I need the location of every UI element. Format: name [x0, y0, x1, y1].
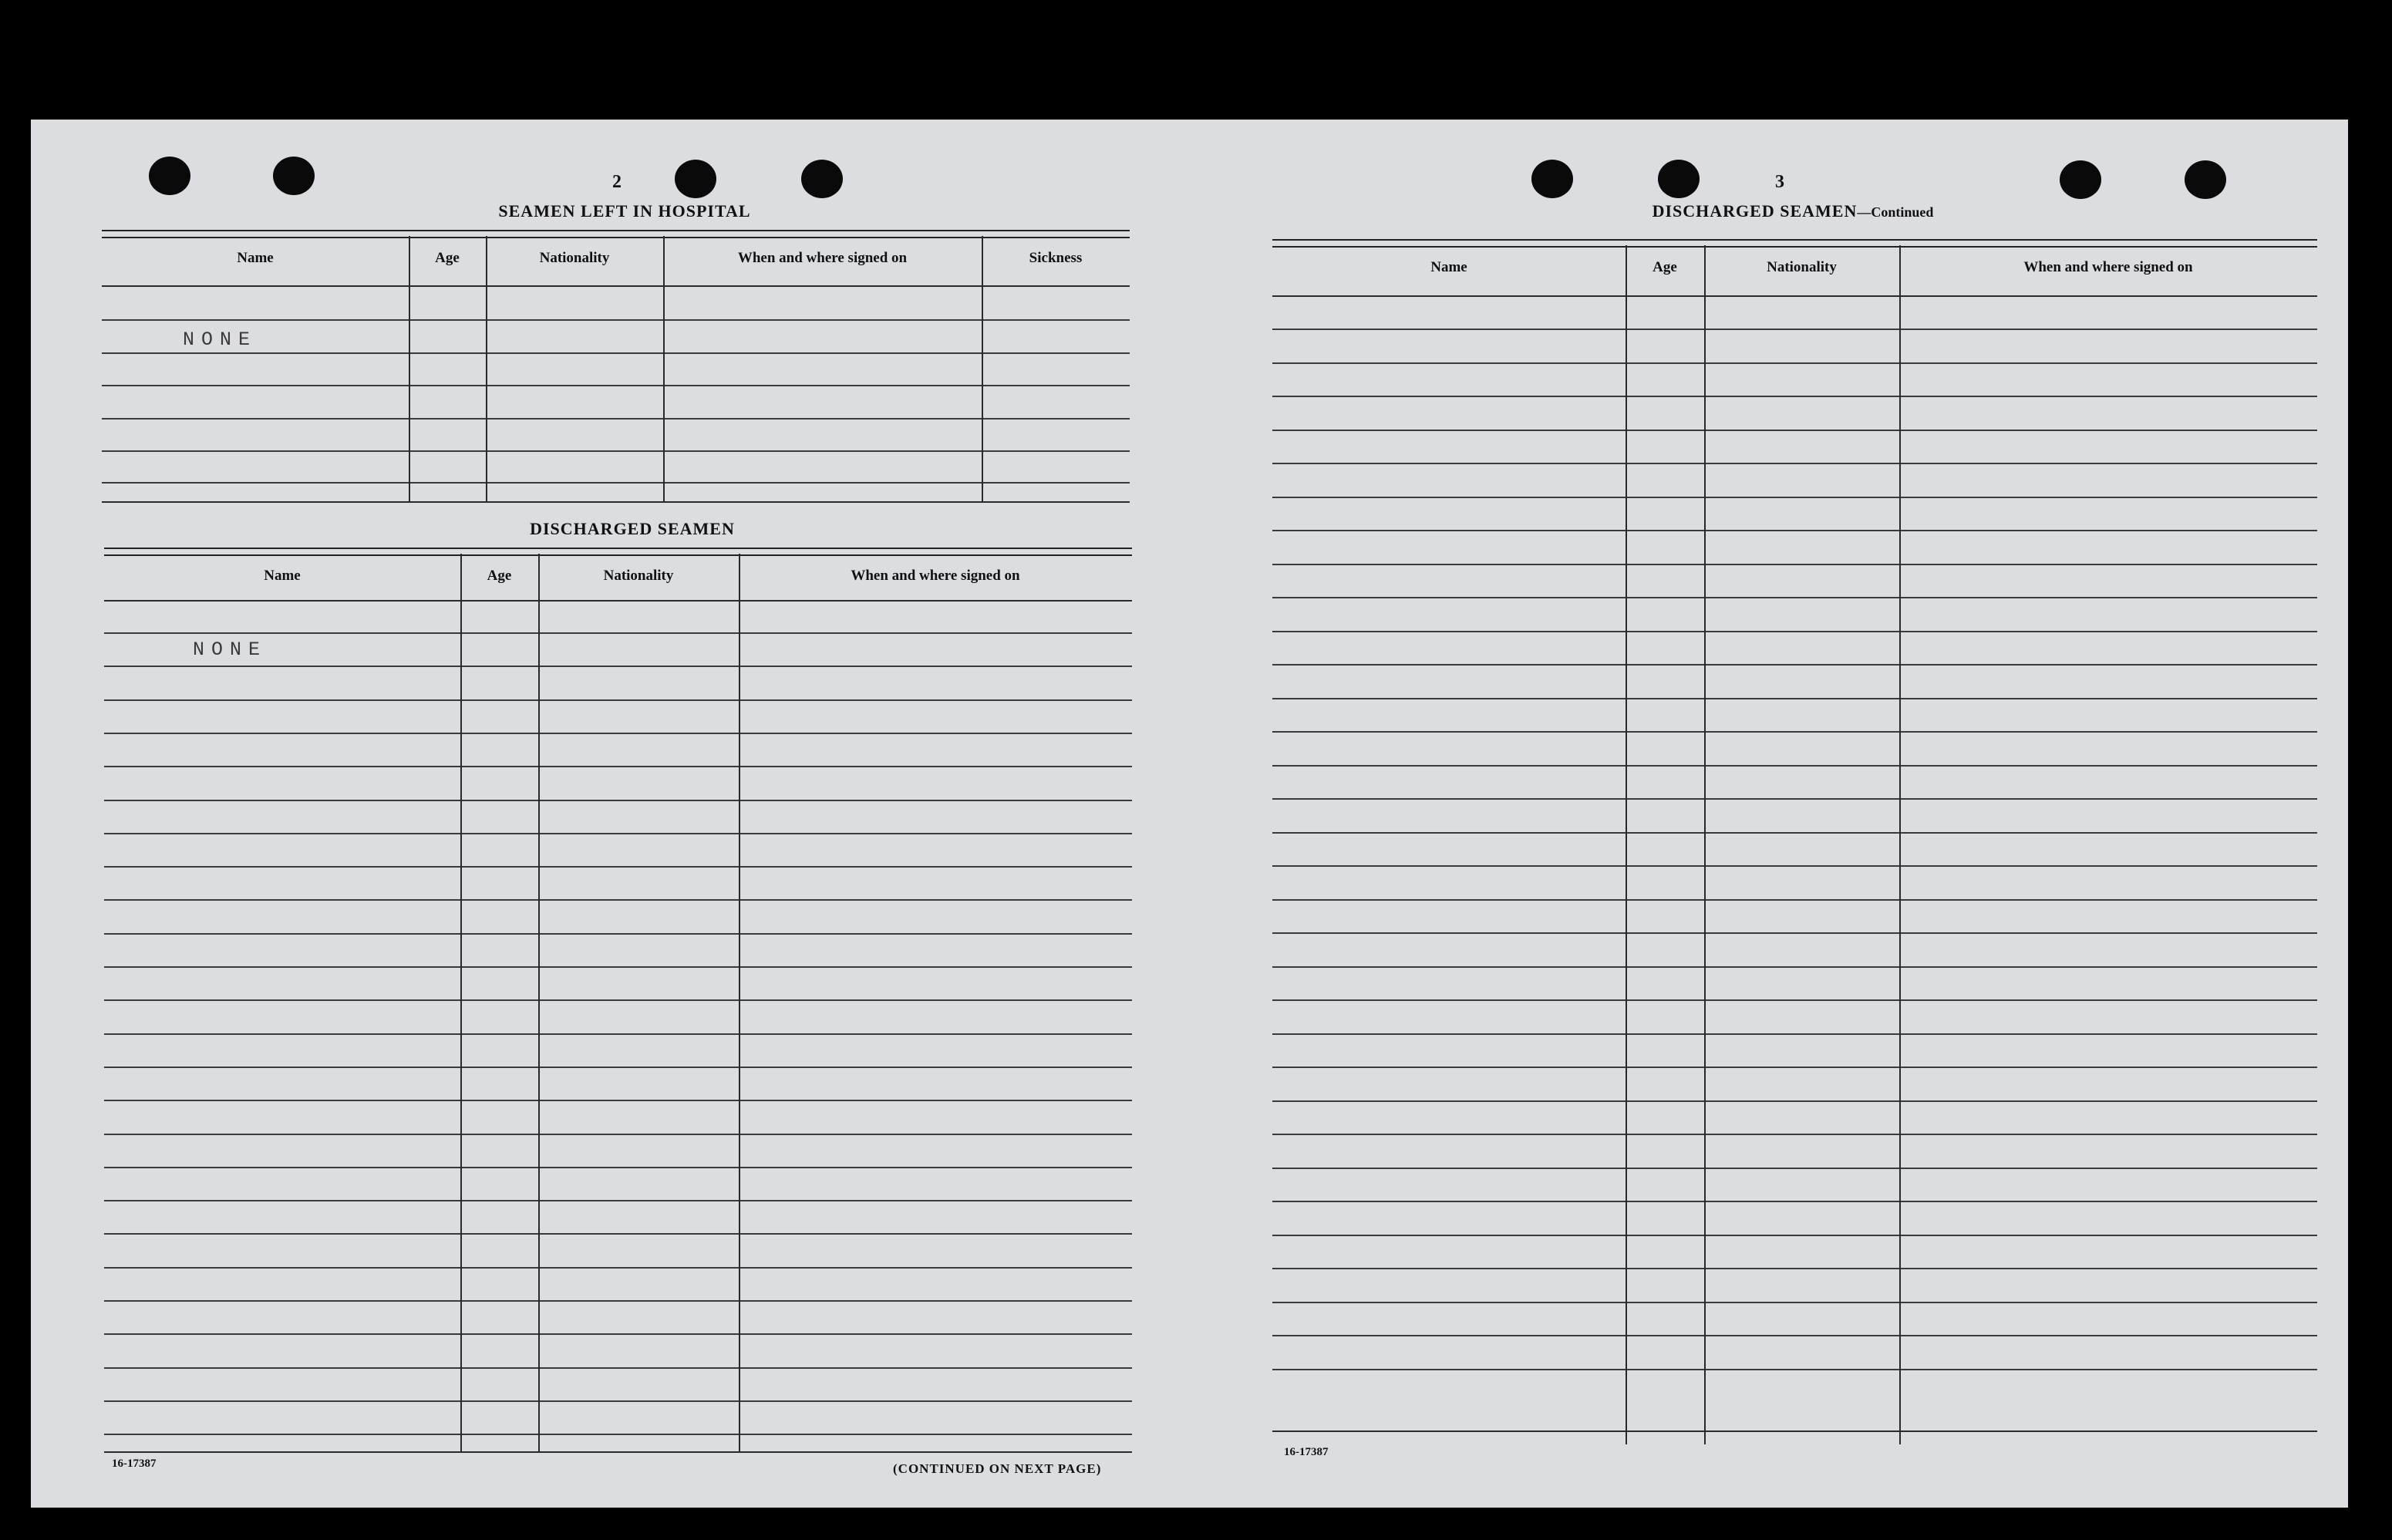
- bottom-rule: [104, 1451, 1132, 1453]
- bottom-rule: [102, 501, 1130, 503]
- left-form-number: 16-17387: [112, 1457, 157, 1470]
- table-row: [1272, 798, 2317, 800]
- bottom-rule: [1272, 1430, 2317, 1432]
- table-row: [104, 866, 1132, 868]
- right-discharged-table: [1272, 239, 2317, 1450]
- table-row: [1272, 430, 2317, 431]
- table-row: [104, 999, 1132, 1001]
- table-row: [1272, 1201, 2317, 1202]
- discharged-section-title: DISCHARGED SEAMEN: [530, 519, 735, 538]
- column-divider: [460, 554, 462, 1452]
- table-row: [1272, 966, 2317, 968]
- table-row: [1272, 1235, 2317, 1236]
- column-header-age: Age: [487, 568, 512, 584]
- scanned-sheet: [31, 120, 2348, 1508]
- table-row: [1272, 765, 2317, 767]
- table-row: [104, 899, 1132, 901]
- table-row: [102, 450, 1130, 452]
- table-row: [1272, 1302, 2317, 1303]
- table-row: [1272, 698, 2317, 699]
- column-header-signed-on: When and where signed on: [737, 250, 908, 266]
- table-row: [104, 1400, 1132, 1402]
- table-row: [1272, 597, 2317, 598]
- table-row: [1272, 530, 2317, 531]
- header-rule: [104, 600, 1132, 602]
- table-row: [1272, 329, 2317, 330]
- table-row: [1272, 1335, 2317, 1336]
- table-row: [104, 766, 1132, 767]
- table-row: [104, 632, 1132, 634]
- column-header-age: Age: [435, 250, 460, 266]
- punch-hole: [149, 157, 190, 195]
- left-page-number: 2: [612, 172, 622, 192]
- column-divider: [409, 236, 410, 502]
- column-header-signed-on: When and where signed on: [2023, 259, 2193, 275]
- header-rule: [102, 285, 1130, 287]
- header-rule: [1272, 295, 2317, 297]
- table-row: [1272, 564, 2317, 565]
- punch-hole: [801, 160, 843, 198]
- table-row: [104, 966, 1132, 968]
- column-divider: [1899, 245, 1901, 1444]
- table-row: [102, 418, 1130, 420]
- hospital-section-title: SEAMEN LEFT IN HOSPITAL: [498, 201, 751, 221]
- table-row: [1272, 832, 2317, 834]
- column-divider: [982, 236, 983, 502]
- table-row: [1272, 1168, 2317, 1169]
- table-row: [104, 1300, 1132, 1302]
- table-row: [1272, 1067, 2317, 1068]
- table-row: [104, 1200, 1132, 1201]
- table-row: [104, 1233, 1132, 1235]
- table-row: [104, 1333, 1132, 1335]
- right-section-title: [1588, 201, 1997, 221]
- punch-hole: [1531, 160, 1573, 198]
- table-row: [1272, 463, 2317, 464]
- table-row: [102, 319, 1130, 321]
- column-header-nationality: Nationality: [1767, 259, 1837, 275]
- table-row: [102, 482, 1130, 484]
- table-row: [104, 1134, 1132, 1135]
- punch-hole: [675, 160, 716, 198]
- table-row: [102, 352, 1130, 354]
- column-header-age: Age: [1653, 259, 1677, 275]
- column-divider: [1704, 245, 1706, 1444]
- table-row: [104, 1100, 1132, 1101]
- column-header-nationality: Nationality: [539, 250, 610, 266]
- table-row: [104, 1434, 1132, 1435]
- column-divider: [663, 236, 665, 502]
- table-row: [102, 385, 1130, 386]
- discharged-table-header: [104, 554, 1132, 600]
- table-row: [104, 1033, 1132, 1035]
- hospital-table: [102, 230, 1130, 504]
- right-title-main: DISCHARGED SEAMEN: [1652, 201, 1858, 221]
- table-row: [1272, 731, 2317, 733]
- right-title-continued: —Continued: [1857, 204, 1934, 220]
- table-row: [1272, 865, 2317, 867]
- discharged-typed-entry: NONE: [193, 639, 268, 661]
- column-divider: [1626, 245, 1627, 1444]
- table-row: [1272, 899, 2317, 901]
- table-row: [104, 933, 1132, 935]
- punch-hole: [2185, 160, 2226, 199]
- table-row: [1272, 396, 2317, 397]
- table-row: [1272, 1134, 2317, 1135]
- punch-hole: [1658, 160, 1700, 198]
- right-page-number: 3: [1775, 172, 1784, 192]
- table-row: [104, 699, 1132, 701]
- column-header-nationality: Nationality: [603, 568, 674, 584]
- table-row: [104, 800, 1132, 801]
- table-row: [104, 1067, 1132, 1068]
- column-header-name: Name: [264, 568, 301, 584]
- right-form-number: 16-17387: [1284, 1446, 1329, 1458]
- punch-hole: [273, 157, 315, 195]
- column-header-name: Name: [1430, 259, 1467, 275]
- table-row: [104, 1167, 1132, 1168]
- table-row: [1272, 999, 2317, 1001]
- table-row: [104, 733, 1132, 734]
- punch-hole: [2060, 160, 2101, 199]
- table-row: [1272, 1033, 2317, 1035]
- discharged-table: [104, 548, 1132, 1454]
- table-row: [1272, 631, 2317, 632]
- table-row: [104, 833, 1132, 834]
- column-divider: [538, 554, 540, 1452]
- table-row: [104, 666, 1132, 667]
- table-row: [1272, 1369, 2317, 1370]
- table-row: [1272, 932, 2317, 934]
- column-divider: [739, 554, 740, 1452]
- table-row: [1272, 362, 2317, 364]
- column-header-signed-on: When and where signed on: [851, 568, 1020, 584]
- hospital-typed-entry: NONE: [183, 329, 258, 351]
- table-row: [1272, 1268, 2317, 1269]
- column-divider: [486, 236, 487, 502]
- table-row: [1272, 497, 2317, 498]
- column-header-name: Name: [237, 250, 274, 266]
- table-row: [104, 1267, 1132, 1269]
- table-row: [104, 1367, 1132, 1369]
- right-table-header: [1272, 245, 2317, 295]
- hospital-table-header: [102, 236, 1130, 285]
- table-row: [1272, 664, 2317, 666]
- table-row: [1272, 1100, 2317, 1102]
- column-header-sickness: Sickness: [1029, 250, 1083, 266]
- continued-note: (CONTINUED ON NEXT PAGE): [893, 1461, 1102, 1476]
